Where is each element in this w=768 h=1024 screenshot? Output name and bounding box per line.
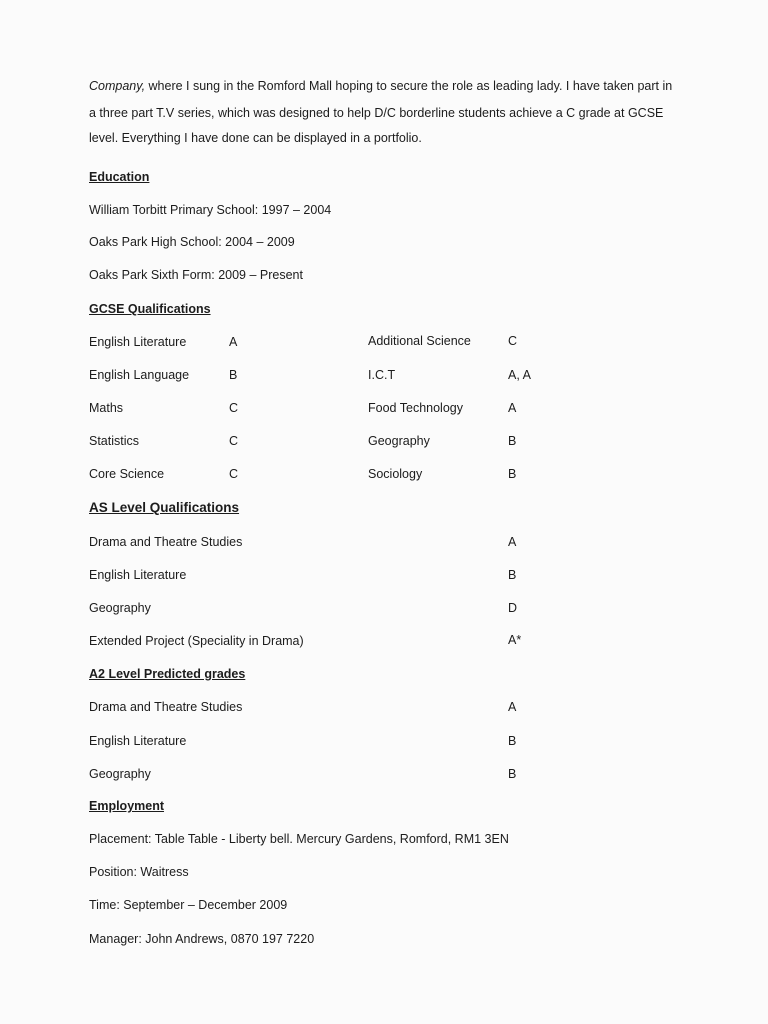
intro-company-italic: Company,	[89, 79, 146, 93]
gcse-subject: Core Science	[89, 467, 165, 481]
education-heading: Education	[89, 170, 150, 184]
a2-level-grade: A	[508, 700, 517, 714]
employment-time: Time: September – December 2009	[89, 898, 288, 912]
education-item: William Torbitt Primary School: 1997 – 2004	[89, 203, 332, 217]
as-level-grade: D	[508, 601, 518, 615]
intro-line-3: level. Everything I have done can be displayed in a portfolio.	[89, 131, 422, 145]
education-item: Oaks Park High School: 2004 – 2009	[89, 235, 295, 249]
as-level-grade: A*	[508, 633, 522, 647]
as-level-subject: English Literature	[89, 568, 187, 582]
gcse-subject: Geography	[368, 434, 430, 448]
gcse-grade: A	[508, 401, 517, 415]
gcse-grade: A	[229, 335, 238, 349]
gcse-subject: I.C.T	[368, 368, 396, 382]
gcse-heading: GCSE Qualifications	[89, 302, 211, 316]
a2-level-grade: B	[508, 767, 517, 781]
gcse-subject: Food Technology	[368, 401, 463, 415]
as-level-subject: Geography	[89, 601, 151, 615]
as-level-heading: AS Level Qualifications	[89, 500, 240, 515]
a2-level-heading: A2 Level Predicted grades	[89, 667, 246, 681]
as-level-grade: A	[508, 535, 517, 549]
intro-line-1-text: where I sung in the Romford Mall hoping to secure the role as leading lady. I have taken part in	[145, 79, 673, 93]
gcse-subject: Statistics	[89, 434, 140, 448]
intro-line-1	[89, 79, 672, 93]
gcse-grade: C	[508, 334, 518, 348]
gcse-grade: A, A	[508, 368, 531, 382]
as-level-subject: Drama and Theatre Studies	[89, 535, 243, 549]
gcse-subject: English Language	[89, 368, 190, 382]
as-level-grade: B	[508, 568, 517, 582]
as-level-subject: Extended Project (Speciality in Drama)	[89, 634, 304, 648]
gcse-grade: C	[229, 401, 239, 415]
gcse-grade: B	[508, 467, 517, 481]
gcse-grade: B	[229, 368, 238, 382]
a2-level-subject: Drama and Theatre Studies	[89, 700, 243, 714]
gcse-subject: Maths	[89, 401, 124, 415]
gcse-subject: English Literature	[89, 335, 187, 349]
a2-level-subject: English Literature	[89, 734, 187, 748]
education-item: Oaks Park Sixth Form: 2009 – Present	[89, 268, 303, 282]
a2-level-subject: Geography	[89, 767, 151, 781]
gcse-grade: C	[229, 467, 239, 481]
employment-placement: Placement: Table Table - Liberty bell. Mercury Gardens, Romford, RM1 3EN	[89, 832, 509, 846]
employment-position: Position: Waitress	[89, 865, 189, 879]
intro-line-2: a three part T.V series, which was designed to help D/C borderline students achieve a C grade at GCSE	[89, 106, 664, 120]
employment-manager: Manager: John Andrews, 0870 197 7220	[89, 932, 315, 946]
gcse-grade: B	[508, 434, 517, 448]
a2-level-grade: B	[508, 734, 517, 748]
gcse-subject: Additional Science	[368, 334, 471, 348]
gcse-grade: C	[229, 434, 239, 448]
employment-heading: Employment	[89, 799, 165, 813]
gcse-subject: Sociology	[368, 467, 423, 481]
